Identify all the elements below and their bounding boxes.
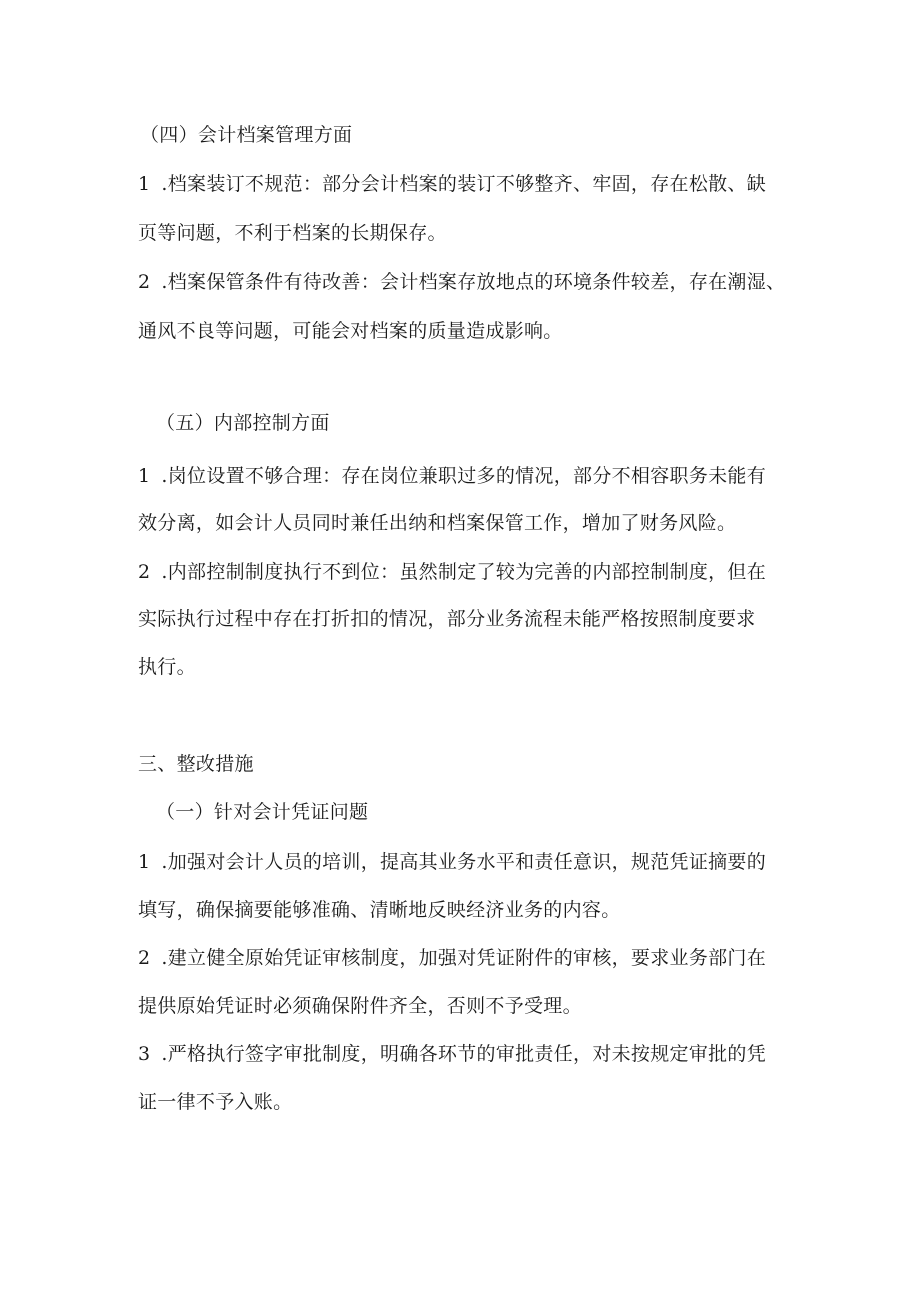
item-number: 1 (138, 851, 151, 873)
list-item-3-2-cont: 提供原始凭证时必须确保附件齐全，否则不予受理。 (138, 995, 582, 1017)
list-item-3-3 (138, 1042, 766, 1066)
part-heading-3: 三、整改措施 (138, 753, 254, 775)
list-item-4-1 (138, 172, 766, 196)
item-text-line: .岗位设置不够合理：存在岗位兼职过多的情况，部分不相容职务未能有 (161, 465, 767, 487)
item-number: 2 (138, 947, 151, 969)
section-heading-4: （四）会计档案管理方面 (140, 124, 353, 146)
item-text-line: .严格执行签字审批制度，明确各环节的审批责任，对未按规定审批的凭 (161, 1043, 767, 1065)
item-number: 2 (138, 271, 151, 293)
item-text-line: .档案保管条件有待改善：会计档案存放地点的环境条件较差，存在潮湿、 (161, 271, 786, 293)
list-item-5-1-cont: 效分离，如会计人员同时兼任出纳和档案保管工作，增加了财务风险。 (138, 512, 737, 534)
list-item-5-2-cont2: 执行。 (138, 656, 196, 678)
item-text-line: .档案装订不规范：部分会计档案的装订不够整齐、牢固，存在松散、缺 (161, 173, 767, 195)
list-item-4-2-cont: 通风不良等问题，可能会对档案的质量造成影响。 (138, 320, 563, 342)
item-number: 1 (138, 173, 151, 195)
list-item-5-2 (138, 560, 766, 584)
section-heading-5: （五）内部控制方面 (156, 412, 330, 434)
list-item-4-2 (138, 270, 785, 294)
item-text-line: .建立健全原始凭证审核制度，加强对凭证附件的审核，要求业务部门在 (161, 947, 767, 969)
item-number: 1 (138, 465, 151, 487)
item-text-line: .内部控制制度执行不到位：虽然制定了较为完善的内部控制制度，但在 (161, 561, 767, 583)
subsection-heading-3-1: （一）针对会计凭证问题 (156, 801, 369, 823)
list-item-3-1-cont: 填写，确保摘要能够准确、清晰地反映经济业务的内容。 (138, 899, 621, 921)
list-item-5-1 (138, 464, 766, 488)
list-item-3-1 (138, 850, 766, 874)
item-number: 3 (138, 1043, 151, 1065)
list-item-4-1-cont: 页等问题，不利于档案的长期保存。 (138, 222, 447, 244)
list-item-5-2-cont: 实际执行过程中存在打折扣的情况，部分业务流程未能严格按照制度要求 (138, 608, 756, 630)
item-text-line: .加强对会计人员的培训，提高其业务水平和责任意识，规范凭证摘要的 (161, 851, 767, 873)
list-item-3-3-cont: 证一律不予入账。 (138, 1091, 293, 1113)
list-item-3-2 (138, 946, 766, 970)
item-number: 2 (138, 561, 151, 583)
